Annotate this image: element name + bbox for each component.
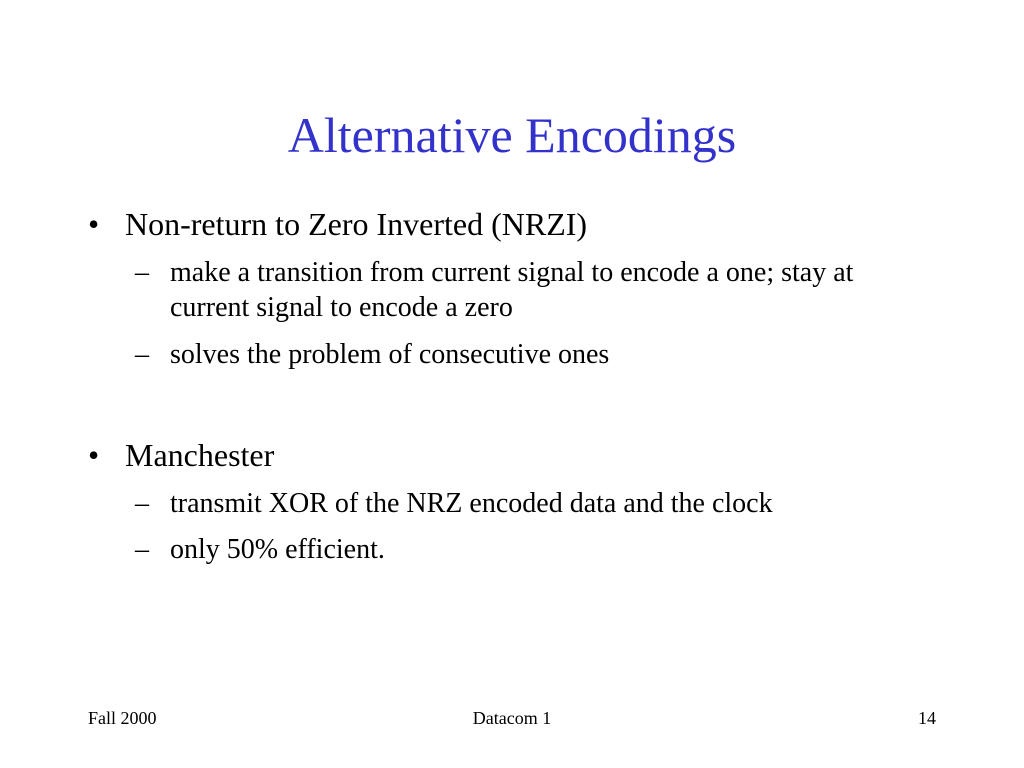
bullet-text: Non-return to Zero Inverted (NRZI) <box>125 206 588 242</box>
footer-course: Datacom 1 <box>472 708 552 728</box>
bullet-marker: • <box>88 437 100 473</box>
slide-title: Alternative Encodings <box>287 107 737 163</box>
bullet-marker: • <box>88 206 100 242</box>
sub-bullet-text: make a transition from current signal to encode a one; stay at current signal to encode a zero <box>170 257 854 323</box>
footer-date: Fall 2000 <box>88 708 157 728</box>
bullet-text: Manchester <box>125 437 275 473</box>
sub-bullet-marker: – <box>135 339 149 370</box>
sub-bullet-text: transmit XOR of the NRZ encoded data and the clock <box>170 488 773 519</box>
sub-bullet-text: only 50% efficient. <box>170 534 385 565</box>
slide-number: 14 <box>918 708 936 728</box>
sub-bullet-text: solves the problem of consecutive ones <box>170 339 610 370</box>
sub-bullet-marker: – <box>135 257 149 288</box>
sub-bullet-marker: – <box>135 488 149 519</box>
sub-bullet-marker: – <box>135 534 149 565</box>
